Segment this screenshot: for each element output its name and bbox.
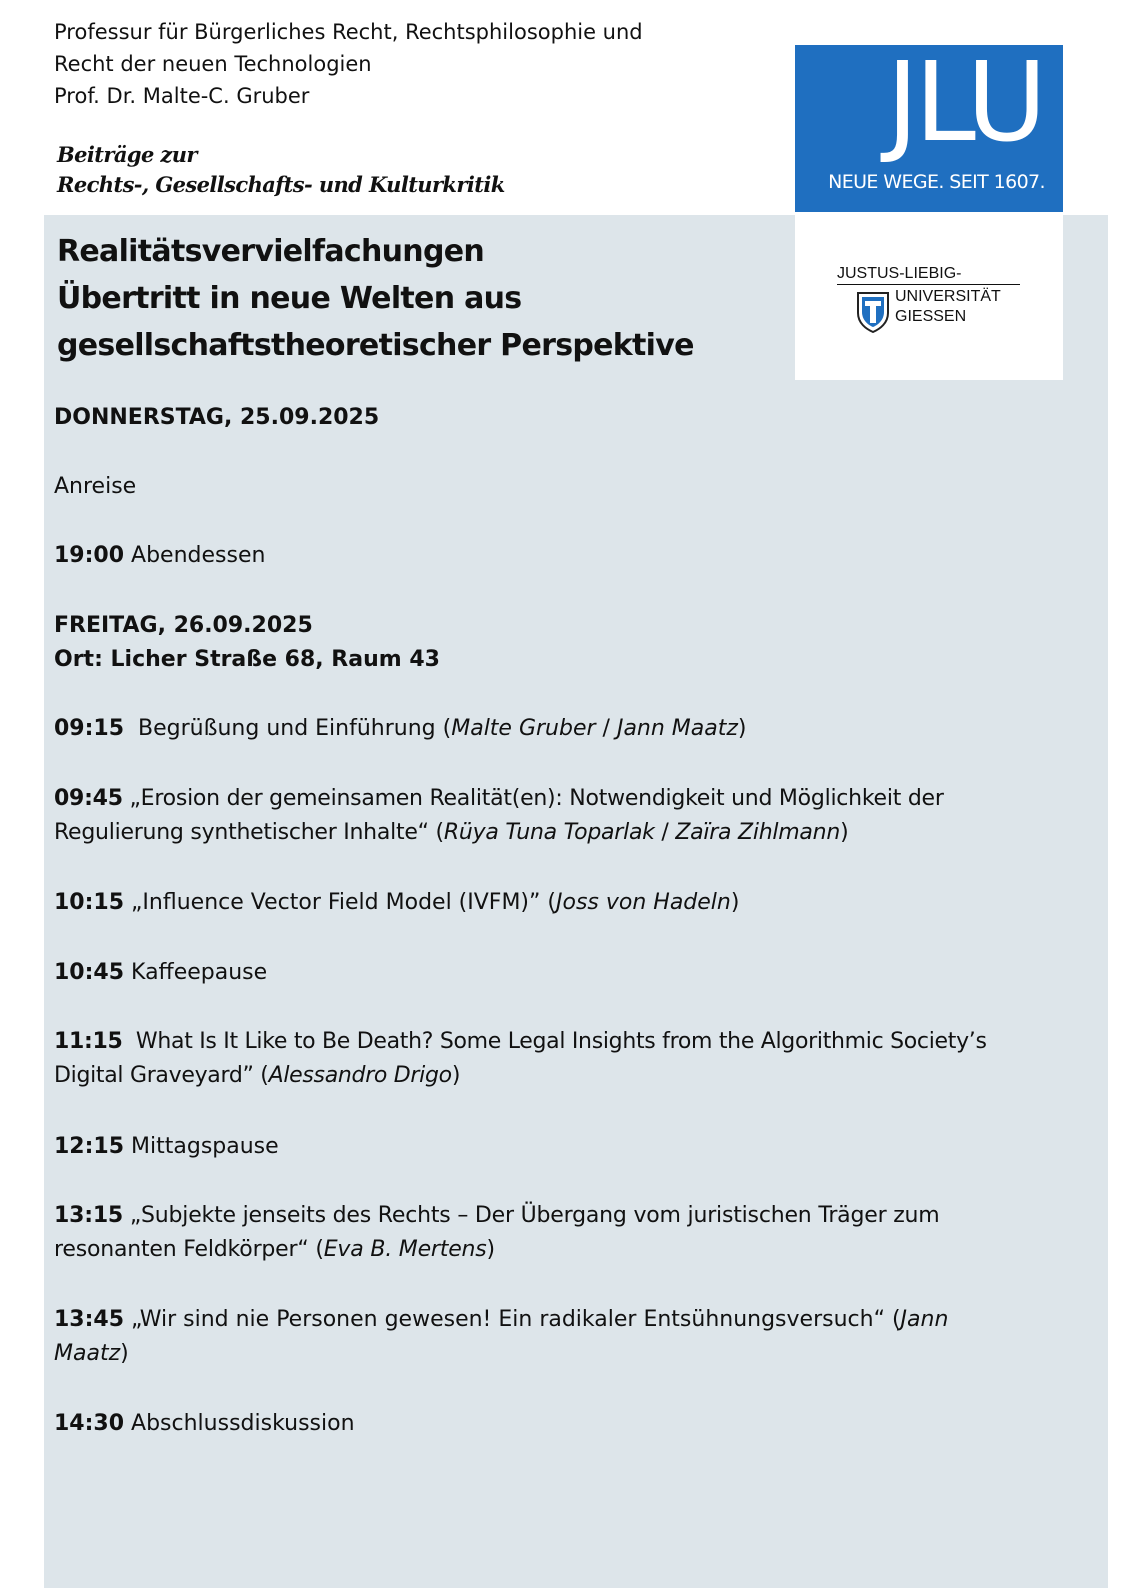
university-name-rule: [837, 284, 1020, 285]
item-text: Abendessen: [131, 543, 266, 568]
speaker-name: Eva B. Mertens: [323, 1237, 487, 1262]
speaker-name: Jann Maatz: [616, 716, 738, 741]
time-label: 09:45: [54, 786, 123, 811]
speaker-name: Alessandro Drigo: [268, 1063, 452, 1088]
item-text: Kaffeepause: [131, 960, 268, 985]
time-label: 19:00: [54, 543, 125, 568]
time-label: 09:15: [54, 716, 125, 741]
title-line-3: gesellschaftstheoretischer Perspektive: [57, 328, 694, 363]
event-title: [57, 228, 694, 369]
item-text: What Is It Like to Be Death? Some Legal Insights from the Algorithmic Society’s Digital Graveyard” (: [54, 1029, 987, 1088]
program-item-1315: 13:15 „Subjekte jenseits des Rechts – Der Übergang vom juristischen Träger zum resonanten Feldkörper“ (Eva B. Mertens): [54, 1203, 940, 1262]
speaker-name: Joss von Hadeln: [556, 890, 731, 915]
jlu-letters: JLU: [886, 38, 1043, 166]
jlu-logo-block: [795, 38, 1063, 212]
university-logo: [795, 38, 1063, 380]
program-item-0915: 09:15 Begrüßung und Einführung (Malte Gruber / Jann Maatz): [54, 716, 747, 741]
time-label: 13:15: [54, 1203, 124, 1228]
time-label: 12:15: [54, 1134, 125, 1159]
time-label: 11:15: [54, 1029, 123, 1054]
university-name-line-3: GIESSEN: [895, 308, 967, 325]
program-item-1430: [54, 1407, 1054, 1441]
item-text: „Erosion der gemeinsamen Realität(en): Notwendigkeit und Möglichkeit der Regulierung synthetischer Inhalte“ (: [54, 786, 944, 845]
time-label: 14:30: [54, 1411, 125, 1436]
chair-line-1: Professur für Bürgerliches Recht, Rechtsphilosophie und: [54, 20, 643, 44]
program-item-1345: 13:45 „Wir sind nie Personen gewesen! Ein radikaler Entsühnungsversuch“ (Jann Maatz): [54, 1307, 949, 1366]
day1-heading: DONNERSTAG, 25.09.2025: [54, 405, 380, 430]
series-line-1: Beiträge zur: [57, 142, 197, 167]
day2-heading: FREITAG, 26.09.2025: [54, 613, 313, 638]
chair-line-2: Recht der neuen Technologien: [54, 52, 372, 76]
item-text: Begrüßung und Einführung (: [138, 716, 452, 741]
item-text: Abschlussdiskussion: [131, 1411, 355, 1436]
program-item-1215: [54, 1130, 1054, 1164]
item-text: Mittagspause: [131, 1134, 279, 1159]
chair-header: [54, 16, 643, 112]
speaker-name: Zaïra Zihlmann: [675, 820, 841, 845]
speaker-name: Jann Maatz: [54, 1307, 949, 1366]
arrival-text: Anreise: [54, 474, 137, 499]
speaker-name: Malte Gruber: [451, 716, 596, 741]
program-item-0945: 09:45 „Erosion der gemeinsamen Realität(en): Notwendigkeit und Möglichkeit der Regulierung synthetischer Inhalte“ (Rüya Tuna Toparlak / Zaïra Zihlmann): [54, 786, 944, 845]
speaker-name: Rüya Tuna Toparlak: [443, 820, 655, 845]
item-text: „Subjekte jenseits des Rechts – Der Übergang vom juristischen Träger zum resonanten Feldkörper“ (: [54, 1203, 940, 1262]
university-name-line-1: JUSTUS-LIEBIG-: [837, 265, 962, 282]
series-line-2: Rechts-, Gesellschafts- und Kulturkritik: [57, 172, 505, 197]
title-line-1: Realitätsvervielfachungen: [57, 234, 485, 269]
program-item-1045: [54, 956, 1054, 990]
item-text: „Influence Vector Field Model (IVFM)” (: [131, 890, 556, 915]
title-line-2: Übertritt in neue Welten aus: [57, 281, 522, 316]
series-title: [57, 140, 505, 200]
chair-line-3: Prof. Dr. Malte-C. Gruber: [54, 84, 310, 108]
jlu-tagline: NEUE WEGE. SEIT 1607.: [828, 171, 1045, 193]
university-name-line-2: UNIVERSITÄT: [895, 288, 1001, 305]
program-item-1015: 10:15 „Influence Vector Field Model (IVFM)” (Joss von Hadeln): [54, 890, 740, 915]
time-label: 13:45: [54, 1307, 125, 1332]
dinner-item: [54, 539, 265, 573]
program-item-1115: 11:15 What Is It Like to Be Death? Some Legal Insights from the Algorithmic Society’s Digital Graveyard” (Alessandro Drigo): [54, 1029, 987, 1088]
item-text: „Wir sind nie Personen gewesen! Ein radikaler Entsühnungsversuch“ (: [131, 1307, 901, 1332]
day2-location: Ort: Licher Straße 68, Raum 43: [54, 647, 440, 672]
shield-icon: [856, 291, 890, 333]
time-label: 10:15: [54, 890, 125, 915]
time-label: 10:45: [54, 960, 125, 985]
